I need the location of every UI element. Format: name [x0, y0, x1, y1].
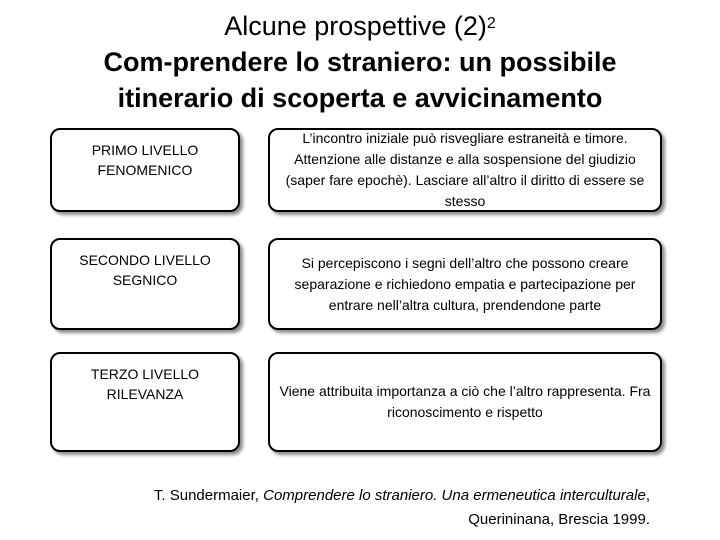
- level-1-label-line-1: PRIMO LIVELLO: [91, 142, 199, 158]
- level-3-label-line-1: TERZO LIVELLO: [90, 366, 200, 382]
- citation-publisher: , Querininana, Brescia 1999.: [468, 487, 650, 528]
- title-superscript: 2: [486, 15, 496, 32]
- level-2-label-line-2: SEGNICO: [112, 272, 178, 288]
- level-1-description: L’incontro iniziale può risvegliare estraneità e timore. Attenzione alle distanze e alla sospensione del giudizio (saper fare epochè). Lasciare all’altro il diritto di essere se stesso: [285, 130, 645, 209]
- level-3-label-line-2: RILEVANZA: [106, 386, 184, 402]
- title-line-1: [0, 8, 720, 44]
- citation-author: T. Sundermaier,: [153, 487, 259, 504]
- title-text: Alcune prospettive (2): [224, 11, 487, 41]
- level-3-label-box: [50, 352, 240, 452]
- level-3-description: Viene attribuita importanza a ciò che l’altro rappresenta. Fra riconoscimento e rispetto: [279, 383, 651, 420]
- level-1-label-line-2: FENOMENICO: [97, 162, 193, 178]
- level-2-description-box: [268, 238, 662, 330]
- level-1-description-box: [268, 128, 662, 212]
- title-line-3: itinerario di scoperta e avvicinamento: [117, 83, 603, 113]
- slide-title: [0, 8, 720, 116]
- level-2-label-line-1: SECONDO LIVELLO: [79, 252, 211, 268]
- level-2-label-box: [50, 238, 240, 330]
- level-1-label-box: [50, 128, 240, 212]
- citation: [90, 484, 650, 532]
- level-3-description-box: [268, 352, 662, 452]
- title-line-2: Com-prendere lo straniero: un possibile: [103, 47, 617, 77]
- citation-work: Comprendere lo straniero. Una ermeneutica interculturale: [263, 487, 646, 504]
- level-2-description: Si percepiscono i segni dell’altro che possono creare separazione e richiedono empatia e partecipazione per entrare nell’altra cultura, prendendone parte: [294, 254, 636, 313]
